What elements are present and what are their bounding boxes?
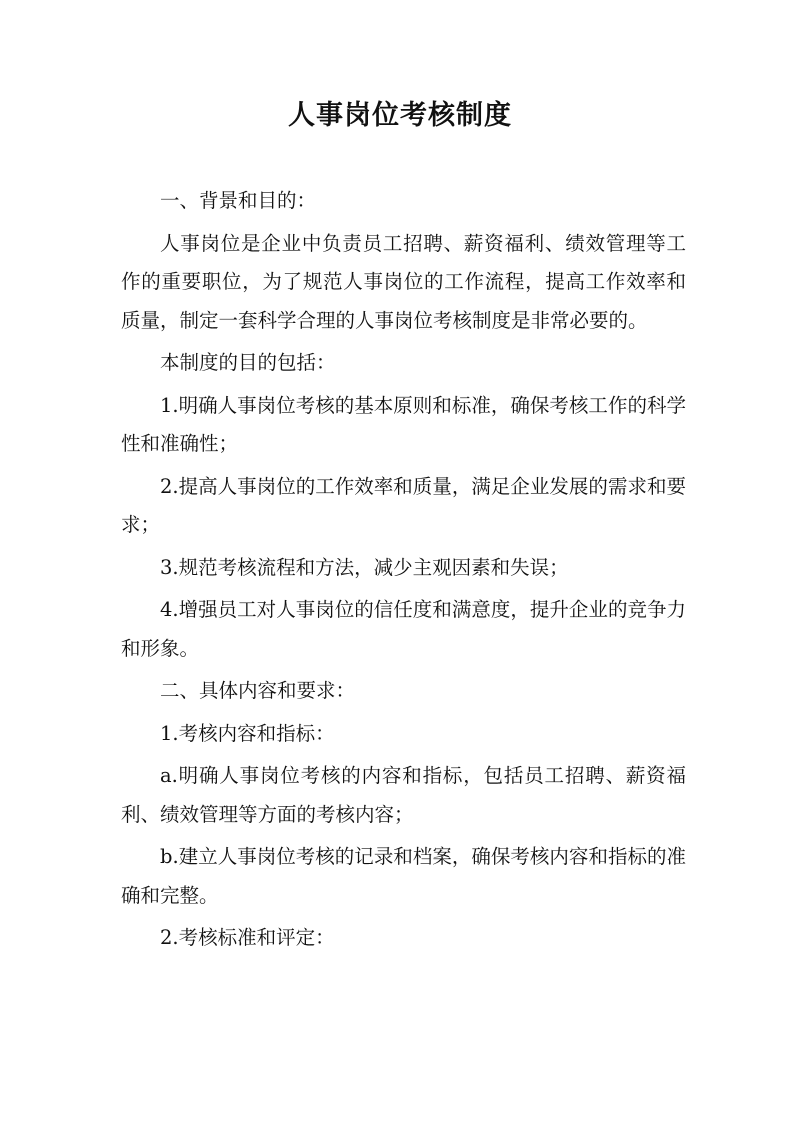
list-item-content-b: b.建立人事岗位考核的记录和档案，确保考核内容和指标的准确和完整。 [121, 845, 686, 907]
section-heading-content: 二、具体内容和要求： [160, 679, 356, 702]
list-item-purpose-4: 4.增强员工对人事岗位的信任度和满意度，提升企业的竞争力和形象。 [121, 598, 686, 660]
document-title: 人事岗位考核制度 [288, 100, 512, 131]
list-item-purpose-1: 1.明确人事岗位考核的基本原则和标准，确保考核工作的科学性和准确性； [121, 393, 686, 455]
list-item-purpose-3: 3.规范考核流程和方法，减少主观因素和失误； [160, 555, 569, 579]
list-item-purpose-2: 2.提高人事岗位的工作效率和质量，满足企业发展的需求和要求； [121, 474, 686, 536]
paragraph-background: 人事岗位是企业中负责员工招聘、薪资福利、绩效管理等工作的重要职位，为了规范人事岗位的工作流程，提高工作效率和质量，制定一套科学合理的人事岗位考核制度是非常必要的。 [121, 231, 686, 332]
paragraph-purpose-intro: 本制度的目的包括： [160, 351, 336, 374]
document-body [121, 182, 686, 958]
subheading-content-indicators: 1.考核内容和指标： [160, 721, 335, 745]
section-heading-background: 一、背景和目的： [160, 189, 317, 212]
list-item-content-a: a.明确人事岗位考核的内容和指标，包括员工招聘、薪资福利、绩效管理等方面的考核内容； [121, 764, 686, 826]
subheading-standards: 2.考核标准和评定： [160, 926, 335, 949]
